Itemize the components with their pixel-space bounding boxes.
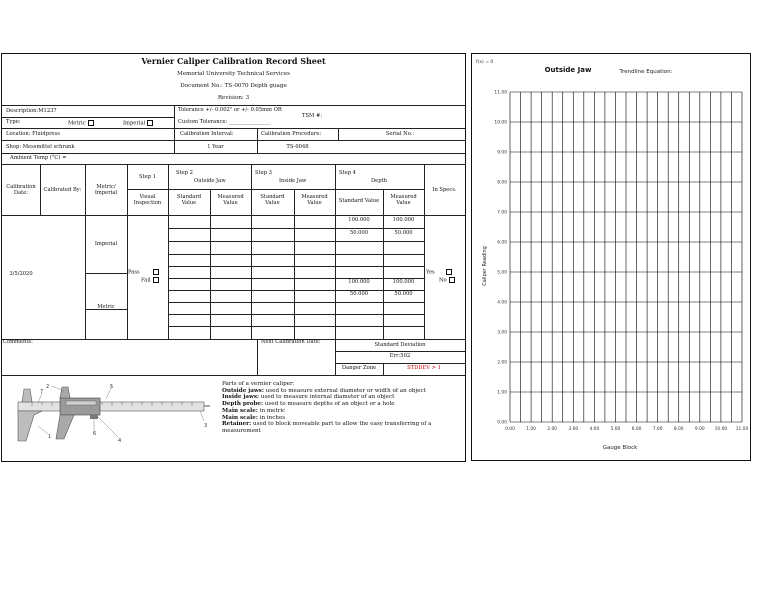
parts-line: Outside jaws: used to measure external diameter or width of an object bbox=[222, 387, 426, 394]
parts-line: Retainer: used to block moveable part to allow the easy transferring of a bbox=[222, 421, 432, 428]
danger-zone-label: Danger Zone bbox=[341, 365, 377, 371]
chart-y-tick-label: 1.00 bbox=[497, 390, 507, 396]
step4-header: Step 4 bbox=[339, 170, 356, 176]
depth-value-cell: 100.000 bbox=[392, 217, 415, 223]
chart-x-axis-label: Gauge Block bbox=[602, 445, 638, 451]
chart-y-tick-label: 4.00 bbox=[497, 300, 507, 306]
chart-x-tick-label: 6.00 bbox=[631, 427, 642, 432]
next-calibration-field: Next Calibration Date: bbox=[261, 339, 321, 345]
step2-header: Step 2 bbox=[176, 170, 193, 176]
chart-y-tick-label: 9.00 bbox=[497, 150, 507, 156]
calibration-date-value: 3/5/2020 bbox=[9, 271, 33, 277]
std-dev-label: Standard Deviation bbox=[374, 342, 426, 348]
step4-measured-value-header: Measured Value bbox=[390, 194, 417, 206]
inside-jaw-header: Inside Jaw bbox=[279, 178, 307, 184]
ambient-temp-field: Ambient Temp (°C) = bbox=[10, 155, 67, 161]
step3-standard-value-header: Standard Value bbox=[260, 194, 285, 206]
calibration-interval-value: 1 Year bbox=[207, 144, 224, 150]
chart-y-tick-label: 2.00 bbox=[497, 360, 507, 366]
depth-header: Depth bbox=[371, 178, 387, 184]
imperial-checkbox[interactable] bbox=[147, 120, 153, 126]
vernier-caliper-illustration bbox=[12, 381, 212, 445]
calibration-date-header: Calibration Date: bbox=[6, 184, 36, 196]
parts-description bbox=[222, 381, 432, 435]
metric-option[interactable]: Metric bbox=[68, 120, 94, 127]
chart-title: Outside Jaw bbox=[544, 66, 592, 74]
tsm-field: TSM #: bbox=[302, 113, 323, 119]
caliper-main-beam bbox=[18, 402, 204, 411]
caliper-inside-jaw-moving bbox=[60, 387, 70, 398]
parts-line: measurement bbox=[222, 427, 261, 434]
outside-jaw-header: Outside Jaw bbox=[194, 178, 226, 184]
chart-y-tick-label: 7.00 bbox=[497, 210, 507, 216]
caliper-callout-6: 6 bbox=[93, 431, 97, 437]
caliper-moving-jaw bbox=[56, 415, 74, 439]
parts-line: Depth probe: used to measure depths of an object or a hole bbox=[222, 401, 395, 408]
tolerance-field: Tolerance +/- 0.002" or +/- 0.05mm OR bbox=[178, 107, 282, 113]
location-field: Location: Fluidpress bbox=[6, 131, 60, 137]
comments-field: Comments: bbox=[3, 339, 33, 345]
fail-option[interactable]: Fail bbox=[141, 277, 159, 284]
step4-standard-value-header: Standard Value bbox=[338, 198, 380, 204]
depth-value-cell: 100.000 bbox=[392, 279, 415, 285]
visual-inspection-header: Visual Inspection bbox=[133, 194, 162, 206]
stdev-rule: STDDEV > 1 bbox=[407, 365, 441, 371]
record-sheet bbox=[1, 53, 466, 462]
chart-y-tick-label: 8.00 bbox=[497, 180, 507, 186]
caliper-callout-4: 4 bbox=[118, 438, 122, 444]
chart-x-tick-label: 0.00 bbox=[505, 427, 515, 432]
step3-measured-value-header: Measured Value bbox=[301, 194, 328, 206]
chart-x-tick-label: 10.00 bbox=[714, 427, 728, 432]
chart-trendline-label: Trendline Equation: bbox=[619, 69, 673, 75]
pass-checkbox[interactable] bbox=[153, 269, 159, 275]
parts-line: Main scale: in metric bbox=[222, 407, 286, 414]
chart-grid bbox=[510, 92, 742, 422]
metric-imperial-header: Metric/ Imperial bbox=[94, 184, 118, 196]
calibration-procedure-label: Calibration Procedure: bbox=[261, 131, 322, 137]
chart-x-tick-label: 1.00 bbox=[526, 427, 536, 432]
shop-field: Shop: Messmittel schrank bbox=[6, 144, 75, 150]
calibration-procedure-value: TS-0048 bbox=[286, 144, 309, 150]
yes-checkbox[interactable] bbox=[446, 269, 452, 275]
description-field: Description:M1237 bbox=[6, 108, 57, 114]
calibrated-by-header: Calibrated By: bbox=[43, 187, 82, 193]
sheet-title: Vernier Caliper Calibration Record Sheet bbox=[141, 56, 326, 66]
serial-number-field: Serial No.: bbox=[386, 131, 415, 137]
calibration-interval-label: Calibration Interval: bbox=[180, 131, 234, 137]
chart-x-tick-label: 8.00 bbox=[673, 427, 684, 432]
outside-jaw-chart bbox=[472, 54, 750, 460]
chart-y-tick-label: 3.00 bbox=[497, 330, 507, 336]
chart-x-tick-label: 5.00 bbox=[610, 427, 621, 432]
chart-y-tick-label: 6.00 bbox=[497, 240, 507, 246]
step2-standard-value-header: Standard Value bbox=[176, 194, 202, 206]
metric-row-label: Metric bbox=[97, 304, 115, 310]
fail-checkbox[interactable] bbox=[153, 277, 159, 283]
parts-line: Main scale: in inches bbox=[222, 414, 286, 421]
step1-header: Step 1 bbox=[139, 174, 156, 180]
std-dev-value: Err:502 bbox=[389, 353, 411, 359]
type-label: Type: bbox=[6, 119, 21, 125]
no-option[interactable]: No bbox=[439, 277, 455, 284]
step2-measured-value-header: Measured Value bbox=[217, 194, 244, 206]
chart-x-tick-label: 2.00 bbox=[547, 427, 558, 432]
depth-value-cell: 50.000 bbox=[349, 291, 369, 297]
metric-checkbox[interactable] bbox=[88, 120, 94, 126]
yes-option[interactable]: Yes bbox=[426, 269, 452, 276]
chart-y-tick-label: 0.00 bbox=[497, 420, 507, 426]
imperial-row-label: Imperial bbox=[94, 241, 118, 247]
step3-header: Step 3 bbox=[255, 170, 272, 176]
chart-panel bbox=[471, 53, 751, 461]
no-checkbox[interactable] bbox=[449, 277, 455, 283]
org-name: Memorial University Technical Services bbox=[176, 71, 291, 77]
chart-formula-label: f(x) = 0 bbox=[476, 60, 494, 65]
parts-line: Inside jaws: used to measure internal diameter of an object bbox=[222, 394, 395, 401]
caliper-callout-7: 7 bbox=[40, 389, 44, 395]
chart-x-tick-label: 9.00 bbox=[694, 427, 705, 432]
chart-y-tick-label: 11.00 bbox=[494, 90, 507, 96]
chart-x-tick-label: 7.00 bbox=[652, 427, 663, 432]
chart-y-tick-label: 5.00 bbox=[497, 270, 507, 276]
revision: Revision: 3 bbox=[217, 95, 250, 101]
chart-x-tick-label: 4.00 bbox=[589, 427, 600, 432]
depth-value-cell: 50.000 bbox=[349, 230, 369, 236]
depth-value-cell: 100.000 bbox=[348, 279, 370, 285]
chart-x-tick-label: 3.00 bbox=[568, 427, 579, 432]
caliper-thumb-wheel bbox=[90, 415, 98, 419]
pass-option[interactable]: Pass bbox=[128, 269, 159, 276]
caliper-vernier-scale bbox=[66, 401, 96, 405]
caliper-callout-1: 1 bbox=[48, 434, 52, 440]
caliper-fixed-jaw bbox=[18, 411, 42, 441]
chart-x-tick-label: 11.00 bbox=[735, 427, 749, 432]
parts-heading: Parts of a vernier caliper: bbox=[222, 381, 295, 387]
caliper-callout-3: 3 bbox=[204, 423, 208, 429]
imperial-option[interactable]: Imperial bbox=[123, 120, 153, 127]
depth-value-cell: 50.000 bbox=[394, 291, 413, 297]
caliper-callout-2: 2 bbox=[46, 384, 50, 390]
depth-value-cell: 50.000 bbox=[394, 230, 413, 236]
caliper-inside-jaw-fixed bbox=[22, 389, 32, 402]
chart-y-axis-label: Caliper Reading bbox=[482, 246, 488, 286]
document-number: Document No.: TS-0070 Depth guage bbox=[180, 83, 287, 89]
caliper-callout-5: 5 bbox=[110, 384, 114, 390]
caliper-slider bbox=[60, 398, 100, 415]
chart-y-tick-label: 10.00 bbox=[494, 120, 507, 126]
in-specs-header: In Specs. bbox=[432, 187, 457, 193]
depth-value-cell: 100.000 bbox=[348, 217, 370, 223]
custom-tolerance-field: Custom Tolerance: ________________ bbox=[178, 119, 271, 125]
